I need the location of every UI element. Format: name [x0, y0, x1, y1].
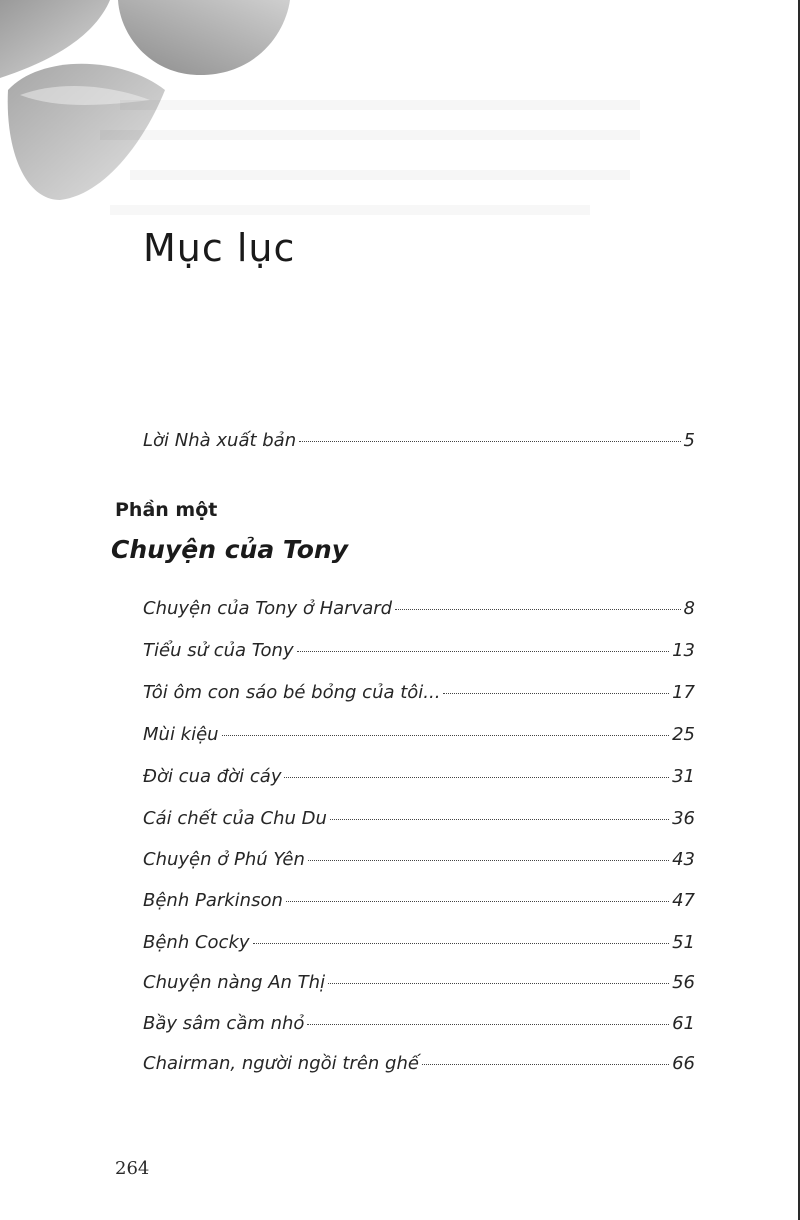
toc-entry-label: Chuyện của Tony ở Harvard	[143, 598, 393, 619]
toc-entry-page: 25	[672, 724, 695, 745]
toc-entry-page: 31	[672, 766, 695, 787]
toc-entry-page: 36	[672, 808, 695, 829]
page-title: Mục lục	[143, 226, 296, 270]
dot-leader	[443, 693, 669, 694]
part-title: Chuyện của Tony	[111, 535, 348, 564]
toc-entry-intro[interactable]	[143, 428, 695, 454]
toc-entry[interactable]	[143, 680, 695, 706]
toc-entry[interactable]	[143, 970, 695, 996]
toc-entry-page: 17	[672, 682, 695, 703]
toc-entry[interactable]	[143, 806, 695, 832]
toc-entry-label: Bệnh Parkinson	[143, 890, 283, 911]
toc-entry-page: 5	[683, 430, 695, 451]
toc-entry-page: 56	[672, 972, 695, 993]
toc-entry-label: Bệnh Cocky	[143, 932, 250, 953]
toc-entry-page: 66	[672, 1053, 695, 1074]
dot-leader	[422, 1064, 669, 1065]
toc-entry-label: Tiểu sử của Tony	[143, 640, 294, 661]
toc-entry[interactable]	[143, 930, 695, 956]
toc-entry[interactable]	[143, 596, 695, 622]
page-number: 264	[115, 1158, 150, 1179]
toc-entry-label: Cái chết của Chu Du	[143, 808, 327, 829]
toc-entry-label: Chuyện nàng An Thị	[143, 972, 326, 993]
toc-entry[interactable]	[143, 847, 695, 873]
toc-entry[interactable]	[143, 764, 695, 790]
bleedthrough-texture	[100, 90, 660, 230]
toc-entry-page: 43	[672, 849, 695, 870]
toc-entry-label: Tôi ôm con sáo bé bỏng của tôi...	[143, 682, 441, 703]
toc-entry-label: Mùi kiệu	[143, 724, 219, 745]
toc-entry-page: 47	[672, 890, 695, 911]
dot-leader	[286, 901, 669, 902]
dot-leader	[308, 860, 669, 861]
toc-entry[interactable]	[143, 888, 695, 914]
dot-leader	[328, 983, 669, 984]
dot-leader	[299, 441, 680, 442]
dot-leader	[297, 651, 669, 652]
toc-entry[interactable]	[143, 722, 695, 748]
toc-entry-label: Đời cua đời cáy	[143, 766, 282, 787]
toc-entry[interactable]	[143, 638, 695, 664]
toc-entry-page: 13	[672, 640, 695, 661]
toc-entry-label: Chairman, người ngồi trên ghế	[143, 1053, 419, 1074]
toc-entry-label: Lời Nhà xuất bản	[143, 430, 297, 451]
toc-entry-label: Bầy sâm cầm nhỏ	[143, 1013, 305, 1034]
dot-leader	[284, 777, 669, 778]
toc-entry[interactable]	[143, 1051, 695, 1077]
dot-leader	[222, 735, 670, 736]
dot-leader	[330, 819, 669, 820]
toc-entry-page: 51	[672, 932, 695, 953]
toc-entry-page: 61	[672, 1013, 695, 1034]
leaf-shape	[118, 0, 290, 75]
part-label: Phần một	[115, 499, 218, 521]
dot-leader	[395, 609, 680, 610]
toc-entry-page: 8	[683, 598, 695, 619]
dot-leader	[253, 943, 670, 944]
toc-entry-label: Chuyện ở Phú Yên	[143, 849, 305, 870]
toc-entry[interactable]	[143, 1011, 695, 1037]
dot-leader	[307, 1024, 669, 1025]
